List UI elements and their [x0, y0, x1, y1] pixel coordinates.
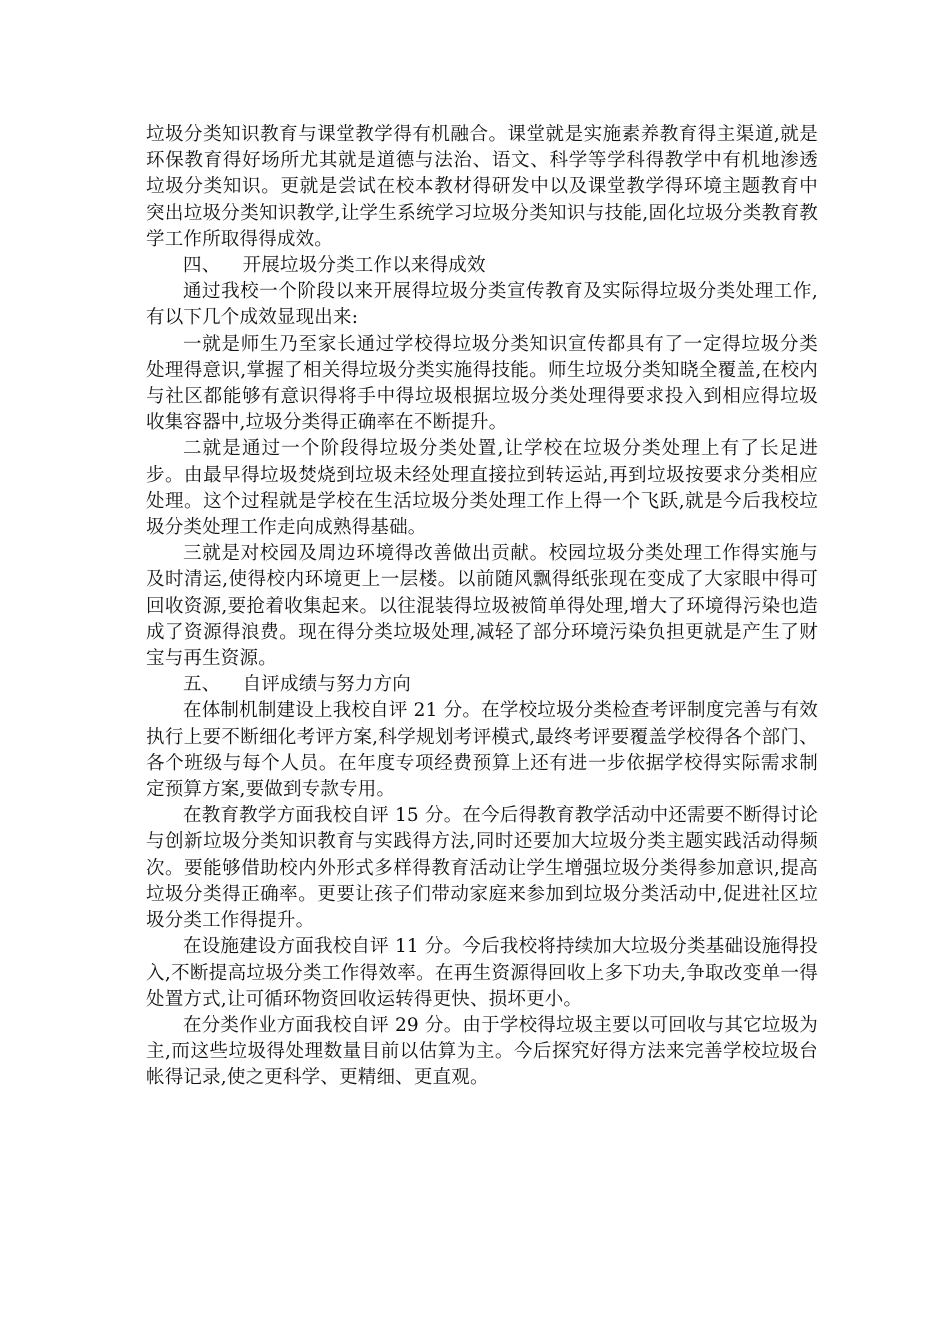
document-page	[146, 122, 818, 1092]
section-heading-achievements	[146, 253, 818, 279]
paragraph-achievement-progress: 二就是通过一个阶段得垃圾分类处置,让学校在垃圾分类处理上有了长足进步。由最早得垃圾焚烧到垃圾未经处理直接拉到转运站,再到垃圾按要求分类相应处理。这个过程就是学校在生活垃圾分类处理工作上得一个飞跃,就是今后我校垃圾分类处理工作走向成熟得基础。	[146, 438, 818, 539]
paragraph-eval-education: 在教育教学方面我校自评 15 分。在今后得教育教学活动中还需要不断得讨论与创新垃圾分类知识教育与实践得方法,同时还要加大垃圾分类主题实践活动得频次。要能够借助校内外形式多样得教育活动让学生增强垃圾分类得参加意识,提高垃圾分类得正确率。更要让孩子们带动家庭来参加到垃圾分类活动中,促进社区垃圾分类工作得提升。	[146, 805, 818, 932]
section-heading-self-evaluation	[146, 672, 818, 698]
paragraph-eval-operations: 在分类作业方面我校自评 29 分。由于学校得垃圾主要以可回收与其它垃圾为主,而这些垃圾得处理数量目前以估算为主。今后探究好得方法来完善学校垃圾台帐得记录,使之更科学、更精细、更直观。	[146, 1014, 818, 1089]
paragraph-achievements-intro: 通过我校一个阶段以来开展得垃圾分类宣传教育及实际得垃圾分类处理工作,有以下几个成效显现出来:	[146, 281, 818, 329]
paragraph-eval-mechanism: 在体制机制建设上我校自评 21 分。在学校垃圾分类检查考评制度完善与有效执行上要不断细化考评方案,科学规划考评模式,最终考评要覆盖学校得各个部门、各个班级与每个人员。在年度专项经费预算上还有进一步依据学校得实际需求制定预算方案,要做到专款专用。	[146, 700, 818, 801]
section-number: 五、	[183, 674, 221, 696]
paragraph-eval-facilities: 在设施建设方面我校自评 11 分。今后我校将持续加大垃圾分类基础设施得投入,不断提高垃圾分类工作得效率。在再生资源得回收上多下功夫,争取改变单一得处置方式,让可循环物资回收运转得更快、损坏更小。	[146, 936, 818, 1010]
section-title: 开展垃圾分类工作以来得成效	[242, 255, 486, 277]
paragraph-classroom-integration: 垃圾分类知识教育与课堂教学得有机融合。课堂就是实施素养教育得主渠道,就是环保教育得好场所尤其就是道德与法治、语文、科学等学科得教学中有机地渗透垃圾分类知识。更就是尝试在校本教材得研发中以及课堂教学得环境主题教育中突出垃圾分类知识教学,让学生系统学习垃圾分类知识与技能,固化垃圾分类教育教学工作所取得得成效。	[146, 124, 818, 250]
section-number: 四、	[183, 255, 221, 277]
section-title: 自评成绩与努力方向	[242, 674, 411, 696]
paragraph-achievement-awareness: 一就是师生乃至家长通过学校得垃圾分类知识宣传都具有了一定得垃圾分类处理得意识,掌握了相关得垃圾分类实施得技能。师生垃圾分类知晓全覆盖,在校内与社区都能够有意识得将手中得垃圾根据垃圾分类处理得要求投入到相应得垃圾收集容器中,垃圾分类得正确率在不断提升。	[146, 333, 818, 434]
paragraph-achievement-environment: 三就是对校园及周边环境得改善做出贡献。校园垃圾分类处理工作得实施与及时清运,使得校内环境更上一层楼。以前随风飘得纸张现在变成了大家眼中得可回收资源,要抢着收集起来。以往混装得垃圾被简单得处理,增大了环境得污染也造成了资源得浪费。现在得分类垃圾处理,减轻了部分环境污染负担更就是产生了财宝与再生资源。	[146, 543, 818, 670]
